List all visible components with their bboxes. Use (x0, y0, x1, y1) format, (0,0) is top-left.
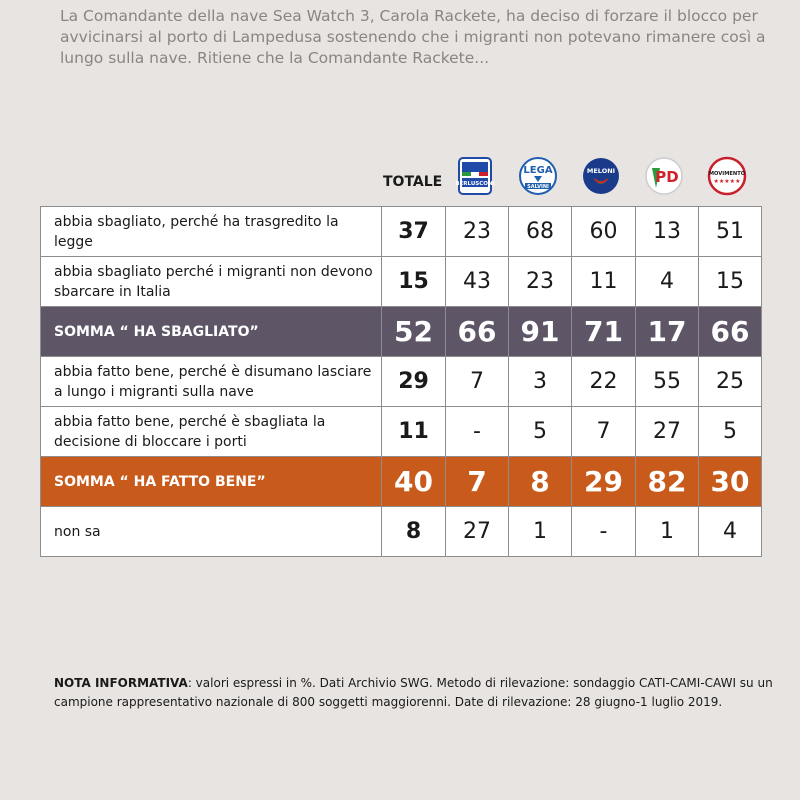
column-header-totale: TOTALE (383, 174, 443, 190)
cell-value: 1 (509, 507, 572, 557)
cell-value: 60 (572, 207, 636, 257)
cell-value: 8 (509, 457, 572, 507)
cell-value: 51 (699, 207, 762, 257)
cell-value: 4 (699, 507, 762, 557)
row-label: abbia sbagliato perché i migranti non devono sbarcare in Italia (41, 257, 382, 307)
cell-totale: 37 (382, 207, 446, 257)
table-row (41, 207, 762, 257)
row-label: non sa (41, 507, 382, 557)
cell-value: - (572, 507, 636, 557)
forza-italia-logo (455, 156, 495, 196)
cell-value: 7 (446, 457, 509, 507)
lega-logo (518, 156, 558, 196)
cell-totale: 40 (382, 457, 446, 507)
cell-value: 66 (699, 307, 762, 357)
cell-value: 25 (699, 357, 762, 407)
fratelli-italia-logo (581, 156, 621, 196)
cell-value: 23 (446, 207, 509, 257)
cell-value: 27 (446, 507, 509, 557)
cell-value: 91 (509, 307, 572, 357)
row-label: abbia sbagliato, perché ha trasgredito la legge (41, 207, 382, 257)
row-label: SOMMA “ HA SBAGLIATO” (41, 307, 382, 357)
cell-totale: 8 (382, 507, 446, 557)
cell-value: 17 (636, 307, 699, 357)
svg-text:LEGA: LEGA (523, 165, 553, 176)
cell-value: 82 (636, 457, 699, 507)
pd-logo (644, 156, 684, 196)
cell-value: 68 (509, 207, 572, 257)
cell-value: 27 (636, 407, 699, 457)
svg-text:SALVINI: SALVINI (527, 184, 549, 190)
cell-value: 23 (509, 257, 572, 307)
cell-value: 1 (636, 507, 699, 557)
table-row (41, 257, 762, 307)
cell-value: 3 (509, 357, 572, 407)
cell-value: - (446, 407, 509, 457)
svg-text:MELONI: MELONI (586, 167, 616, 175)
cell-value: 29 (572, 457, 636, 507)
svg-text:MOVIMENTO: MOVIMENTO (708, 171, 746, 177)
row-label: abbia fatto bene, perché è sbagliata la decisione di bloccare i porti (41, 407, 382, 457)
cell-value: 5 (699, 407, 762, 457)
cell-totale: 15 (382, 257, 446, 307)
table-row (41, 507, 762, 557)
cell-value: 4 (636, 257, 699, 307)
cell-value: 22 (572, 357, 636, 407)
results-table (40, 206, 762, 557)
m5s-logo (707, 156, 747, 196)
cell-value: 43 (446, 257, 509, 307)
table-row (41, 307, 762, 357)
cell-value: 71 (572, 307, 636, 357)
intro-text: La Comandante della nave Sea Watch 3, Carola Rackete, ha deciso di forzare il blocco per avvicinarsi al porto di Lampedusa sostenendo che i migranti non potevano rimanere così a lungo sulla nave. Ritiene che la Comandante Rackete... (60, 7, 766, 67)
row-label: SOMMA “ HA FATTO BENE” (41, 457, 382, 507)
cell-value: 55 (636, 357, 699, 407)
footnote-text: : valori espressi in %. Dati Archivio SWG. Metodo di rilevazione: sondaggio CATI-CAMI-CAWI su un campione rappresentativo nazionale di 800 soggetti maggiorenni. Date di rilevazione: 28 giugno-1 luglio 2019. (54, 676, 773, 709)
row-label: abbia fatto bene, perché è disumano lasciare a lungo i migranti sulla nave (41, 357, 382, 407)
cell-value: 11 (572, 257, 636, 307)
cell-totale: 11 (382, 407, 446, 457)
cell-value: 15 (699, 257, 762, 307)
cell-totale: 52 (382, 307, 446, 357)
svg-text:BERLUSCONI: BERLUSCONI (455, 181, 495, 187)
footnote-label: NOTA INFORMATIVA (54, 676, 188, 690)
cell-value: 5 (509, 407, 572, 457)
cell-value: 66 (446, 307, 509, 357)
cell-totale: 29 (382, 357, 446, 407)
table-row (41, 357, 762, 407)
cell-value: 13 (636, 207, 699, 257)
footnote (54, 674, 774, 712)
svg-text:PD: PD (655, 168, 679, 186)
svg-text:★★★★★: ★★★★★ (713, 178, 741, 185)
cell-value: 7 (446, 357, 509, 407)
cell-value: 30 (699, 457, 762, 507)
table-row (41, 407, 762, 457)
cell-value: 7 (572, 407, 636, 457)
table-row (41, 457, 762, 507)
